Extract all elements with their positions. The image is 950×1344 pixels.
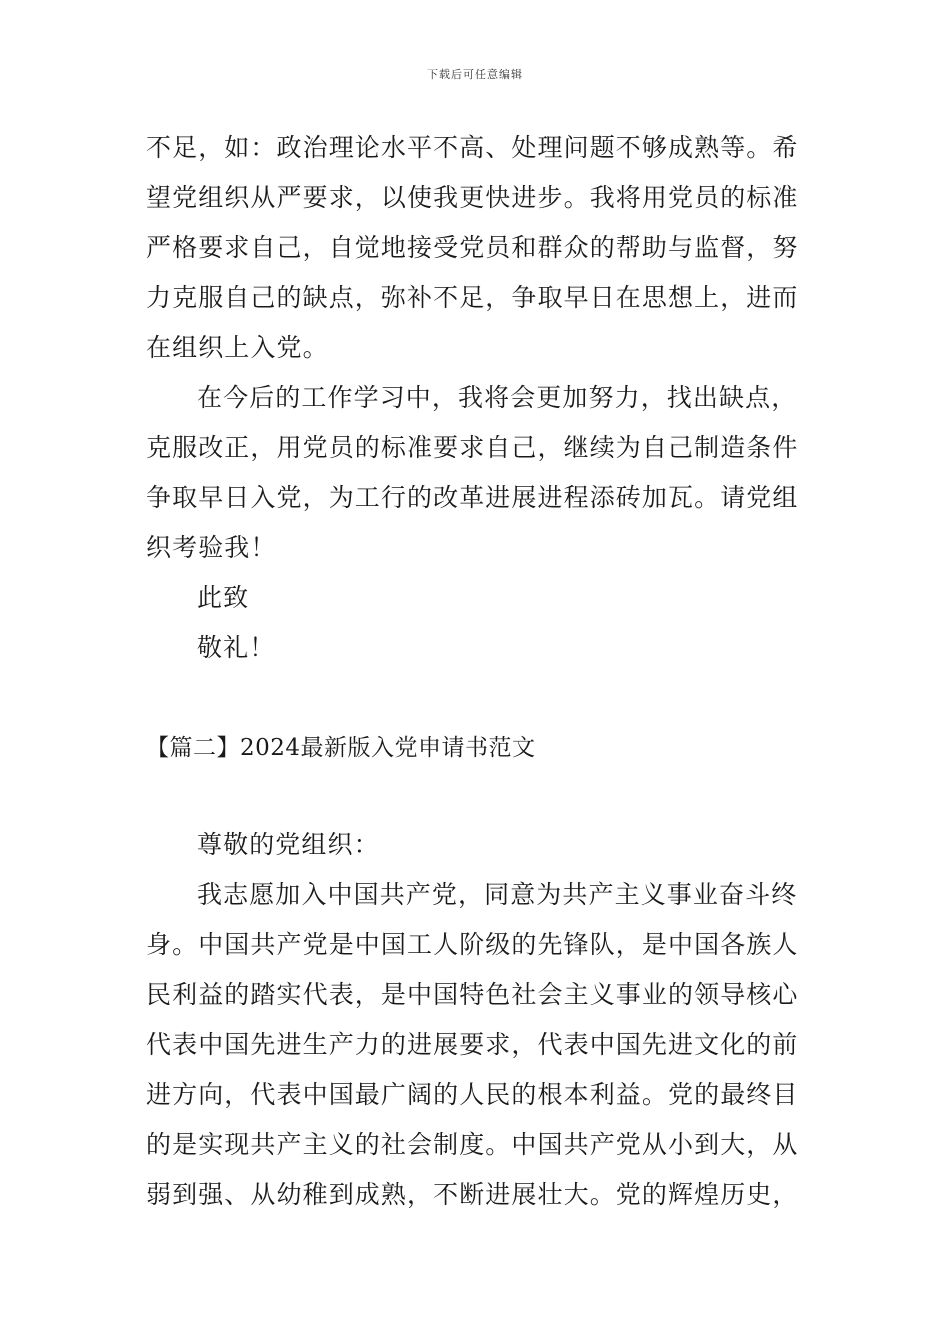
text-line: 进方向，代表中国最广阔的人民的根本利益。党的最终目 [146, 1080, 799, 1109]
text-line: 在组织上入党。 [146, 333, 329, 362]
text-line: 织考验我！ [146, 533, 277, 562]
closing-salute: 敬礼！ [197, 633, 276, 662]
section-heading: 【篇二】2024最新版入党申请书范文 [146, 735, 536, 761]
text-line: 在今后的工作学习中，我将会更加努力，找出缺点， [197, 383, 798, 412]
text-line: 我志愿加入中国共产党，同意为共产主义事业奋斗终 [197, 880, 798, 909]
text-line: 力克服自己的缺点，弥补不足，争取早日在思想上，进而 [146, 283, 799, 312]
text-line: 身。中国共产党是中国工人阶级的先锋队，是中国各族人 [146, 930, 799, 959]
text-line: 不足，如：政治理论水平不高、处理问题不够成熟等。希 [146, 133, 799, 162]
closing-line: 此致 [197, 583, 250, 612]
text-line: 弱到强、从幼稚到成熟，不断进展壮大。党的辉煌历史， [146, 1180, 799, 1209]
salutation: 尊敬的党组织： [197, 830, 380, 859]
text-line: 望党组织从严要求，以使我更快进步。我将用党员的标准 [146, 183, 799, 212]
text-line: 克服改正，用党员的标准要求自己，继续为自己制造条件 [146, 433, 799, 462]
text-line: 争取早日入党，为工行的改革进展进程添砖加瓦。请党组 [146, 483, 799, 512]
text-line: 民利益的踏实代表，是中国特色社会主义事业的领导核心 [146, 980, 799, 1009]
text-line: 严格要求自己，自觉地接受党员和群众的帮助与监督，努 [146, 233, 799, 262]
header-note: 下载后可任意编辑 [427, 68, 523, 81]
text-line: 代表中国先进生产力的进展要求，代表中国先进文化的前 [146, 1030, 799, 1059]
text-line: 的是实现共产主义的社会制度。中国共产党从小到大，从 [146, 1130, 799, 1159]
